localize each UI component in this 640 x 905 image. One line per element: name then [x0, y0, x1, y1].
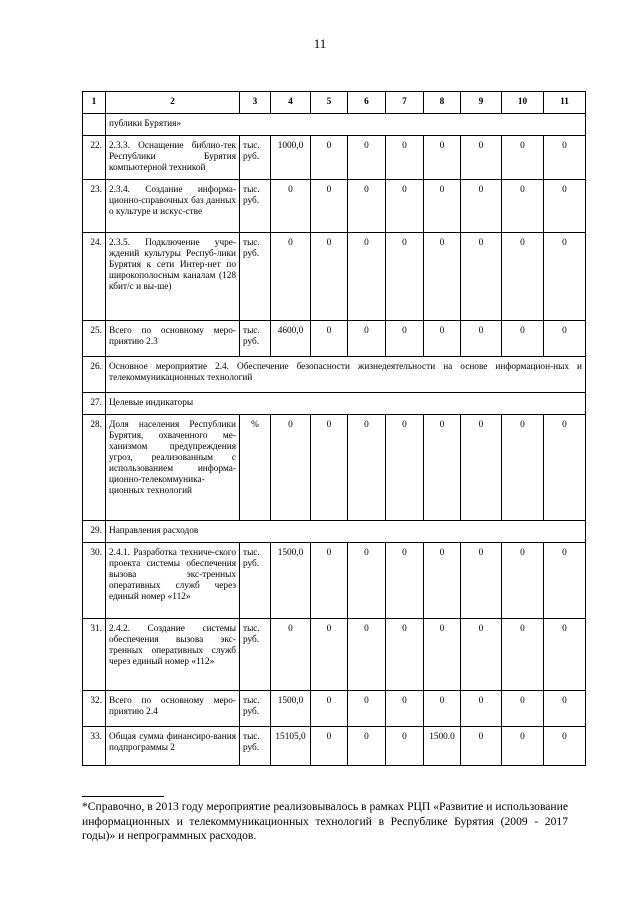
row-number: 22. — [83, 135, 106, 179]
value-cell: 0 — [348, 542, 386, 618]
col-header: 8 — [424, 92, 461, 114]
value-cell: 0 — [461, 135, 502, 179]
value-cell: 0 — [348, 726, 386, 765]
table-row — [83, 520, 586, 542]
row-number: 24. — [83, 232, 106, 320]
item-name: 2.3.3. Оснащение библио-тек Республики Бурятия компьютерной техникой — [106, 135, 240, 179]
section-title: публики Бурятия» — [106, 113, 586, 135]
value-cell: 0 — [311, 320, 348, 356]
unit-cell: тыс. руб. — [240, 618, 271, 690]
row-number — [83, 113, 106, 135]
value-cell: 1500.0 — [424, 726, 461, 765]
unit-cell: тыс. руб. — [240, 135, 271, 179]
value-cell: 0 — [461, 320, 502, 356]
table-row — [83, 392, 586, 414]
unit-cell: тыс. руб. — [240, 232, 271, 320]
row-number: 30. — [83, 542, 106, 618]
value-cell: 0 — [424, 232, 461, 320]
value-cell: 0 — [544, 232, 586, 320]
col-header: 9 — [461, 92, 502, 114]
value-cell: 0 — [424, 690, 461, 726]
table-row — [83, 135, 586, 179]
value-cell: 0 — [461, 232, 502, 320]
item-name: 2.3.5. Подключение учре-ждений культуры Респуб-лики Бурятия к сети Интер-нет по широкополосным каналам (128 кбит/с и вы-ше) — [106, 232, 240, 320]
value-cell: 0 — [311, 232, 348, 320]
value-cell: 0 — [544, 179, 586, 232]
item-name: Всего по основному меро-приятию 2.3 — [106, 320, 240, 356]
row-number: 31. — [83, 618, 106, 690]
value-cell: 0 — [461, 618, 502, 690]
item-name: Всего по основному меро-приятию 2.4 — [106, 690, 240, 726]
value-cell: 0 — [348, 232, 386, 320]
value-cell: 0 — [544, 320, 586, 356]
value-cell: 0 — [311, 542, 348, 618]
col-header: 6 — [348, 92, 386, 114]
table-row — [83, 726, 586, 765]
value-cell: 0 — [386, 690, 424, 726]
value-cell: 0 — [271, 618, 311, 690]
row-number: 32. — [83, 690, 106, 726]
value-cell: 0 — [424, 618, 461, 690]
value-cell: 4600,0 — [271, 320, 311, 356]
value-cell: 1500,0 — [271, 690, 311, 726]
value-cell: 0 — [502, 135, 544, 179]
value-cell: 0 — [348, 414, 386, 520]
value-cell: 0 — [386, 618, 424, 690]
col-header: 11 — [544, 92, 586, 114]
item-name: Общая сумма финансиро-вания подпрограммы 2 — [106, 726, 240, 765]
unit-cell: тыс. руб. — [240, 179, 271, 232]
row-number: 25. — [83, 320, 106, 356]
value-cell: 0 — [386, 414, 424, 520]
row-number: 28. — [83, 414, 106, 520]
row-number: 26. — [83, 356, 106, 392]
value-cell: 0 — [502, 320, 544, 356]
table-row — [83, 356, 586, 392]
value-cell: 0 — [544, 690, 586, 726]
col-header: 4 — [271, 92, 311, 114]
table-row — [83, 179, 586, 232]
unit-cell: тыс. руб. — [240, 320, 271, 356]
col-header: 2 — [106, 92, 240, 114]
value-cell: 0 — [502, 690, 544, 726]
col-header: 3 — [240, 92, 271, 114]
value-cell: 0 — [461, 726, 502, 765]
value-cell: 0 — [544, 135, 586, 179]
value-cell: 0 — [386, 542, 424, 618]
finance-table — [82, 91, 586, 766]
value-cell: 0 — [348, 690, 386, 726]
col-header: 7 — [386, 92, 424, 114]
table-row — [83, 618, 586, 690]
value-cell: 0 — [424, 320, 461, 356]
value-cell: 0 — [386, 135, 424, 179]
value-cell: 0 — [271, 232, 311, 320]
value-cell: 0 — [311, 414, 348, 520]
item-name: 2.3.4. Создание информа-ционно-справочных баз данных о культуре и искус-стве — [106, 179, 240, 232]
value-cell: 0 — [348, 618, 386, 690]
item-name: 2.4.1. Разработка техниче-ского проекта системы обеспечения вызова экс-тренных оперативных служб через единый номер «112» — [106, 542, 240, 618]
value-cell: 0 — [502, 726, 544, 765]
value-cell: 0 — [386, 232, 424, 320]
value-cell: 1000,0 — [271, 135, 311, 179]
row-number: 27. — [83, 392, 106, 414]
value-cell: 0 — [544, 414, 586, 520]
value-cell: 0 — [311, 726, 348, 765]
table-row — [83, 414, 586, 520]
value-cell: 0 — [348, 179, 386, 232]
value-cell: 0 — [424, 135, 461, 179]
footnote: *Справочно, в 2013 году мероприятие реализовывалось в рамках РЦП «Развитие и использование информационных и телекоммуникационных технологий в Республике Бурятия (2009 - 2017 годы)» и непрограммных расходов. — [82, 800, 568, 843]
item-name: Доля населения Республики Бурятия, охваченного ме-ханизмом предупреждения угроз, реализованным с использованием информа-ционно-телекоммуника-ционных технологий — [106, 414, 240, 520]
row-number: 29. — [83, 520, 106, 542]
unit-cell: тыс. руб. — [240, 542, 271, 618]
value-cell: 0 — [502, 414, 544, 520]
value-cell: 0 — [544, 726, 586, 765]
item-name: 2.4.2. Создание системы обеспечения вызова экс-тренных оперативных служб через единый номер «112» — [106, 618, 240, 690]
col-header: 1 — [83, 92, 106, 114]
unit-cell: % — [240, 414, 271, 520]
table-row — [83, 232, 586, 320]
value-cell: 15105,0 — [271, 726, 311, 765]
value-cell: 0 — [386, 320, 424, 356]
value-cell: 0 — [461, 179, 502, 232]
unit-cell: тыс. руб. — [240, 690, 271, 726]
value-cell: 0 — [544, 618, 586, 690]
unit-cell: тыс. руб. — [240, 726, 271, 765]
row-number: 23. — [83, 179, 106, 232]
table-row — [83, 113, 586, 135]
value-cell: 0 — [424, 179, 461, 232]
value-cell: 0 — [311, 618, 348, 690]
value-cell: 0 — [386, 179, 424, 232]
section-title: Основное мероприятие 2.4. Обеспечение безопасности жизнедеятельности на основе информацион-ных и телекоммуникационных технологий — [106, 356, 586, 392]
value-cell: 0 — [424, 414, 461, 520]
value-cell: 0 — [311, 135, 348, 179]
footnote-divider — [82, 796, 164, 797]
table-row — [83, 320, 586, 356]
value-cell: 0 — [502, 232, 544, 320]
value-cell: 0 — [311, 179, 348, 232]
value-cell: 0 — [502, 179, 544, 232]
value-cell: 1500,0 — [271, 542, 311, 618]
table-row — [83, 542, 586, 618]
value-cell: 0 — [386, 726, 424, 765]
section-title: Целевые индикаторы — [106, 392, 586, 414]
value-cell: 0 — [544, 542, 586, 618]
page-number: 11 — [313, 36, 327, 51]
value-cell: 0 — [502, 542, 544, 618]
col-header: 5 — [311, 92, 348, 114]
section-title: Направления расходов — [106, 520, 586, 542]
header-row — [83, 92, 586, 114]
value-cell: 0 — [271, 414, 311, 520]
value-cell: 0 — [271, 179, 311, 232]
value-cell: 0 — [461, 542, 502, 618]
value-cell: 0 — [348, 320, 386, 356]
value-cell: 0 — [348, 135, 386, 179]
table-row — [83, 690, 586, 726]
col-header: 10 — [502, 92, 544, 114]
value-cell: 0 — [502, 618, 544, 690]
value-cell: 0 — [461, 690, 502, 726]
value-cell: 0 — [311, 690, 348, 726]
value-cell: 0 — [461, 414, 502, 520]
row-number: 33. — [83, 726, 106, 765]
value-cell: 0 — [424, 542, 461, 618]
